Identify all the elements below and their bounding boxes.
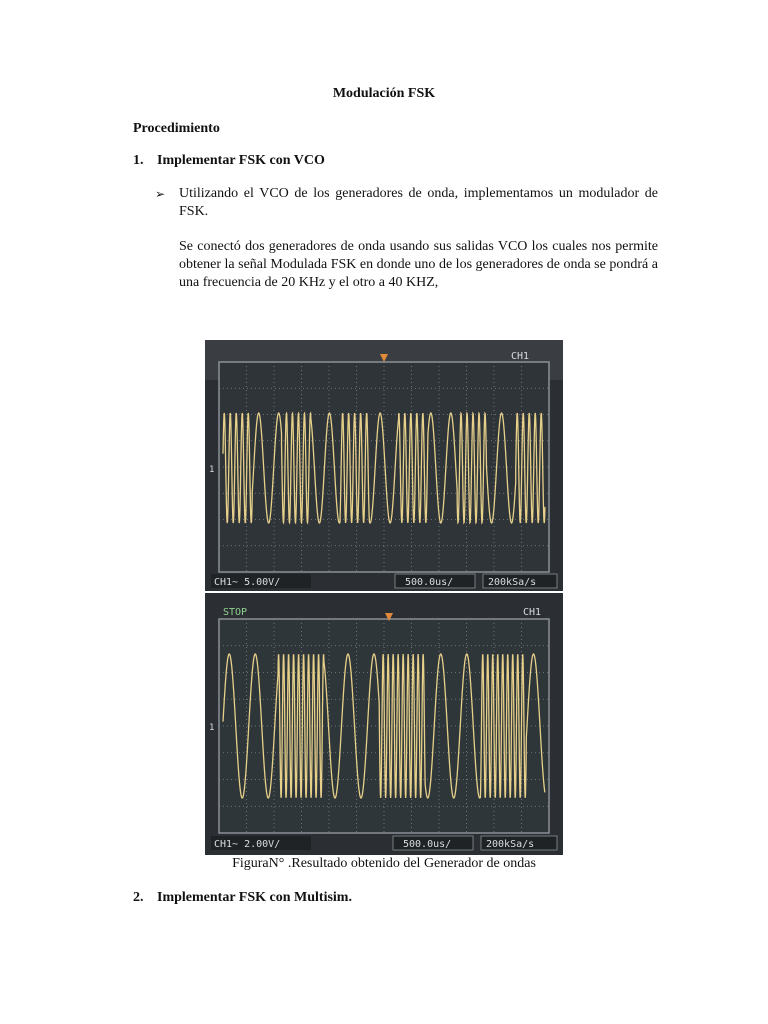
channel-marker: 1 [209, 723, 215, 733]
time-per-div: 500.0us/ [405, 577, 454, 588]
channel-label: CH1 [523, 607, 542, 618]
sample-rate: 200kSa/s [488, 577, 537, 588]
volts-per-div: CH1~ 2.00V/ [214, 839, 281, 850]
step-2-number: 2. [133, 890, 144, 905]
step-1-heading [133, 153, 325, 169]
bullet-text: Utilizando el VCO de los generadores de onda, implementamos un modulador de FSK. [179, 186, 658, 219]
time-per-div: 500.0us/ [403, 839, 452, 850]
step-1-title: Implementar FSK con VCO [157, 153, 325, 168]
figure-caption: FiguraN° .Resultado obtenido del Generador de ondas [232, 856, 536, 871]
volts-per-div: CH1~ 5.00V/ [214, 577, 281, 588]
document-title: Modulación FSK [332, 86, 436, 101]
run-status: STOP [223, 607, 248, 618]
oscilloscope-image-2 [205, 593, 563, 855]
oscilloscope-image-1 [205, 340, 563, 591]
step-2-heading [133, 890, 352, 906]
oscilloscope-screen-2 [205, 593, 563, 855]
sample-rate: 200kSa/s [486, 839, 535, 850]
bullet-item [155, 185, 658, 221]
channel-marker: 1 [209, 465, 215, 475]
step-1-number: 1. [133, 153, 144, 168]
oscilloscope-screen-1 [205, 340, 563, 591]
arrow-bullet-icon: ➢ [155, 187, 166, 201]
channel-label: CH1 [511, 351, 530, 362]
step-2-title: Implementar FSK con Multisim. [157, 890, 352, 905]
description-paragraph: Se conectó dos generadores de onda usando sus salidas VCO los cuales nos permite obtener la señal Modulada FSK en donde uno de los generadores de onda se pondrá a una frecuencia de 20 KHz y el otro a 40 KHZ, [179, 239, 658, 290]
section-label: Procedimiento [133, 121, 220, 136]
